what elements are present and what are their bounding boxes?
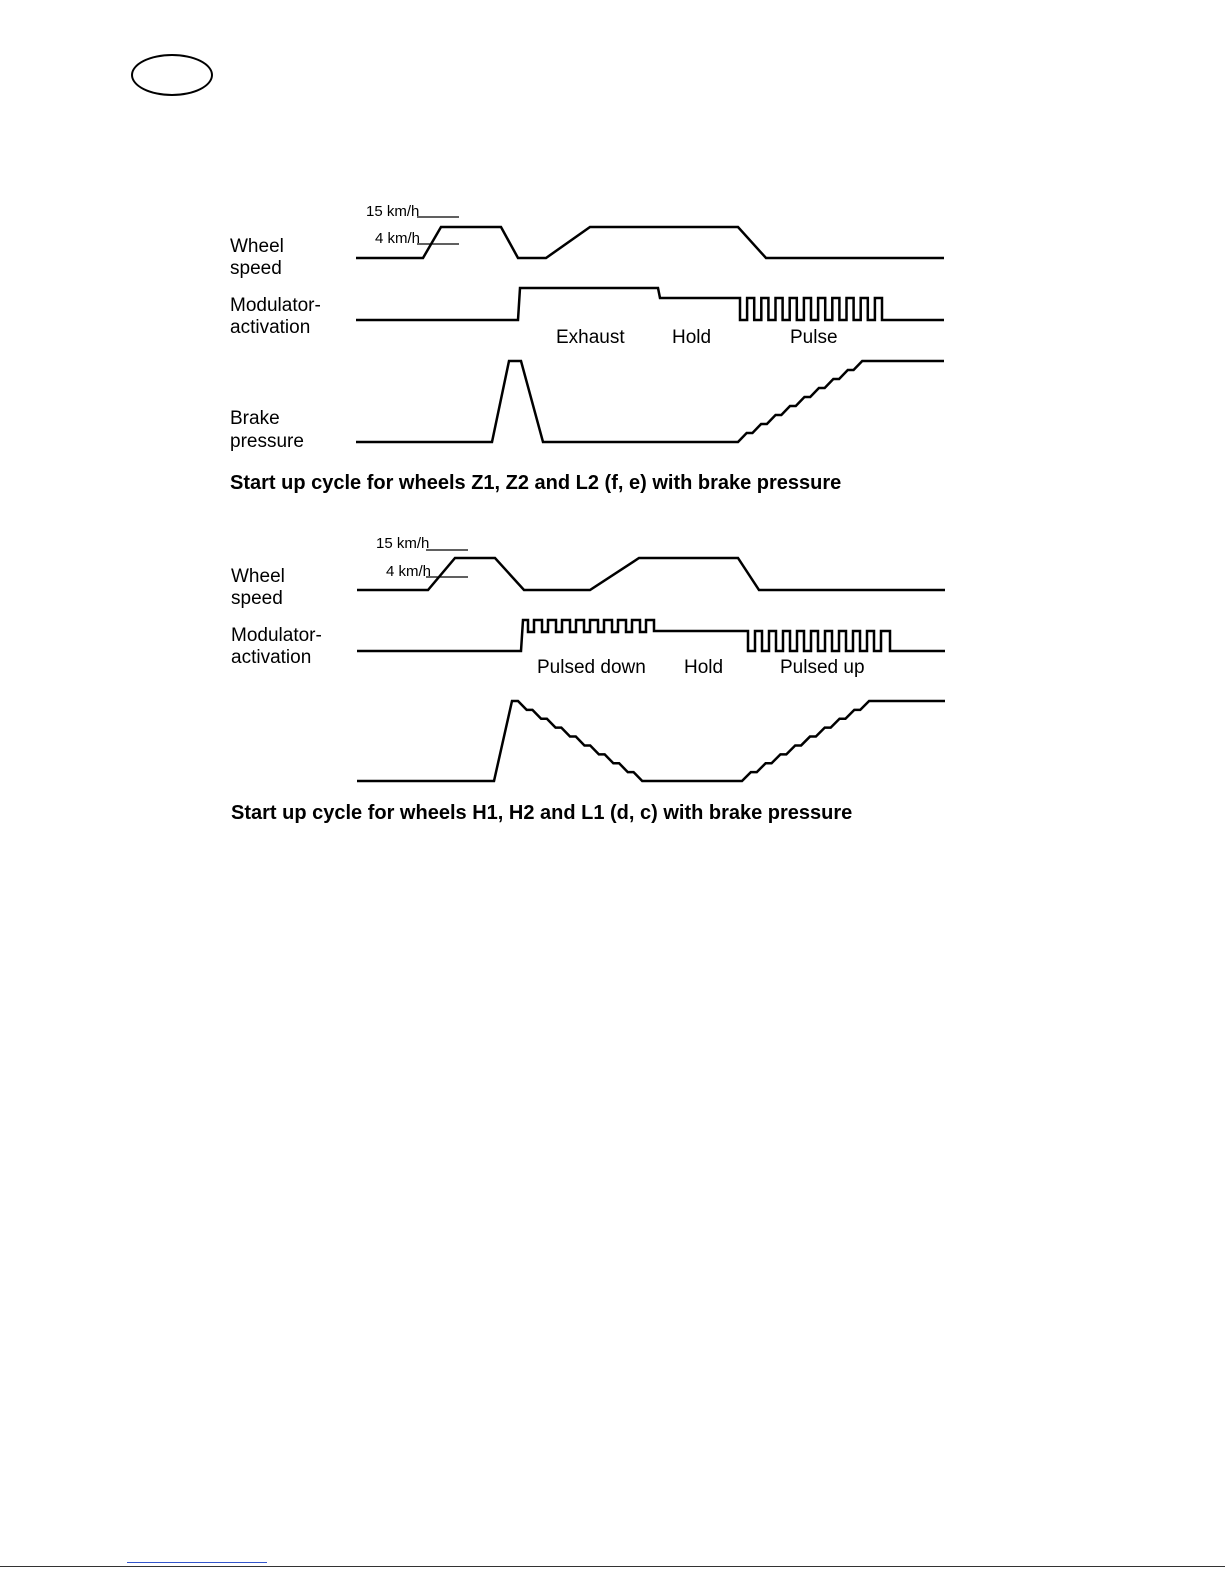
wheel-speed-label-line1: Wheel xyxy=(231,566,285,587)
speed-4-label: 4 km/h xyxy=(386,563,432,580)
speed-15-label: 15 km/h xyxy=(366,203,420,220)
phase-hold-label: Hold xyxy=(684,657,724,678)
brake-pressure-trace xyxy=(357,701,945,781)
wheel-speed-trace xyxy=(357,558,945,590)
diagram-2 xyxy=(231,535,945,824)
brake-pressure-trace xyxy=(356,361,944,442)
speed-15-label: 15 km/h xyxy=(376,535,430,552)
modulator-label-line1: Modulator- xyxy=(231,625,322,646)
phase-hold-label: Hold xyxy=(672,327,712,348)
brake-pressure-label-line1: Brake xyxy=(230,408,280,429)
wheel-speed-label-line2: speed xyxy=(231,588,283,609)
modulator-activation-trace xyxy=(357,620,945,651)
diagram-2-caption: Start up cycle for wheels H1, H2 and L1 (d, c) with brake pressure xyxy=(231,802,853,824)
footer-link-underline xyxy=(127,1562,267,1563)
footer-rule xyxy=(0,1566,1225,1567)
phase-pulsed-up-label: Pulsed up xyxy=(780,657,865,678)
wheel-speed-label-line2: speed xyxy=(230,258,282,279)
phase-pulse-label: Pulse xyxy=(790,327,838,348)
modulator-label-line2: activation xyxy=(231,647,312,668)
wheel-speed-trace xyxy=(356,227,944,258)
brake-pressure-label-line2: pressure xyxy=(230,431,304,452)
phase-pulsed-down-label: Pulsed down xyxy=(537,657,646,678)
modulator-activation-trace xyxy=(356,288,944,320)
modulator-label-line1: Modulator- xyxy=(230,295,321,316)
modulator-label-line2: activation xyxy=(230,317,311,338)
wheel-speed-label-line1: Wheel xyxy=(230,236,284,257)
diagram-1 xyxy=(230,203,944,494)
diagram-1-caption: Start up cycle for wheels Z1, Z2 and L2 (f, e) with brake pressure xyxy=(230,472,842,494)
phase-exhaust-label: Exhaust xyxy=(556,327,625,348)
speed-4-label: 4 km/h xyxy=(375,230,421,247)
